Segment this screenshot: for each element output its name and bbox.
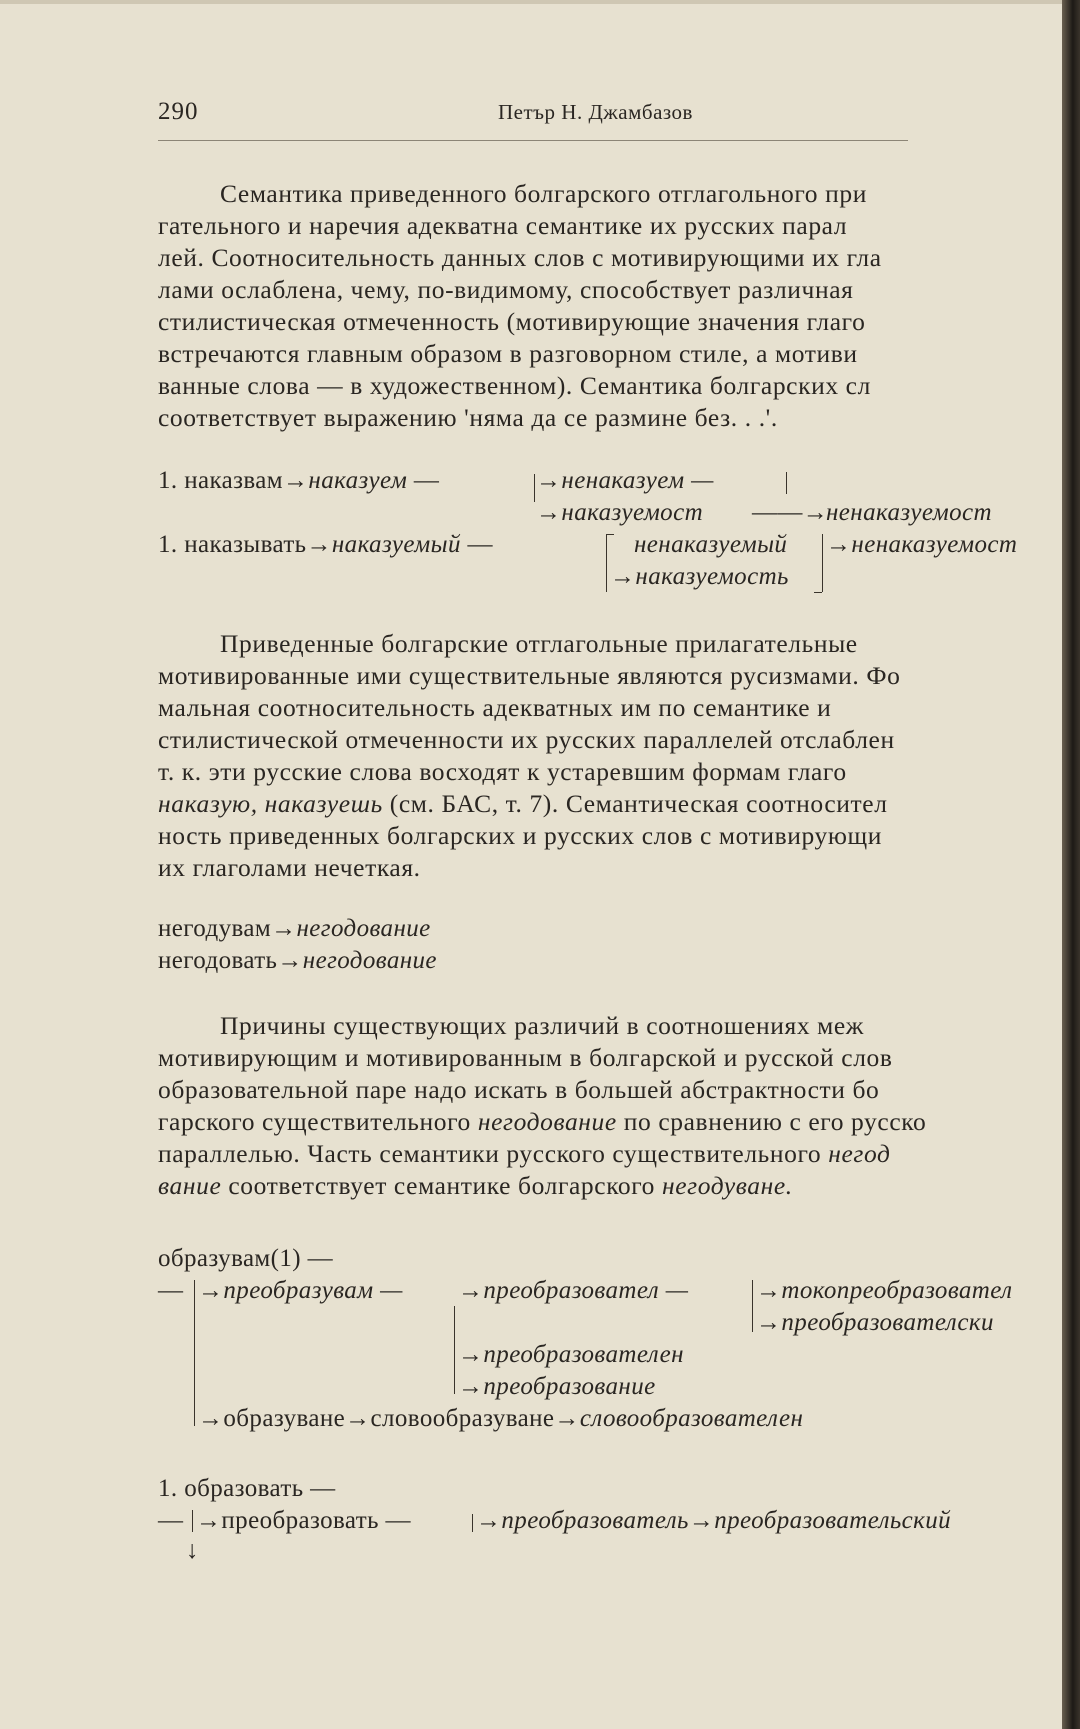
scheme-text: — (467, 531, 493, 558)
paragraph-2 (158, 628, 1080, 884)
paragraph-line: лей. Соотносительность данных слов с мотивирующими их гла (158, 243, 882, 272)
derivation-scheme-negoduvam (158, 914, 1080, 978)
bracket-line (534, 474, 535, 502)
scheme-text: ненаказуемост (826, 499, 992, 526)
inline-text: (см. БАС, т. 7). Семантическая соотносител (382, 789, 888, 818)
paragraph-line: мотивирующим и мотивированным в болгарской и русской слов (158, 1043, 893, 1072)
inline-text: гарского существительного (158, 1107, 478, 1136)
inline-italic: вание (158, 1171, 222, 1200)
top-border (0, 0, 1062, 4)
bracket-line (822, 534, 823, 592)
bracket-line (606, 534, 607, 592)
paragraph-1 (158, 178, 1080, 434)
scheme-text: →токопреобразовател (756, 1277, 1013, 1304)
scheme-row (158, 914, 431, 944)
bracket-line (752, 1280, 753, 1332)
paragraph-line: лами ослаблена, чему, по-видимому, способствует различная (158, 275, 854, 304)
inline-italic: негодуване. (661, 1171, 793, 1200)
paragraph-line: Причины существующих различий в соотношениях меж (220, 1011, 865, 1040)
scheme-text: — (413, 467, 440, 494)
derivation-scheme-nakazvam (158, 466, 1080, 606)
page-number: 290 (158, 98, 199, 125)
scheme-text: →преобразувам — (198, 1277, 403, 1304)
paragraph-line: гательного и наречия адекватна семантике их русских парал (158, 211, 848, 240)
derivation-scheme-obrazuvam (158, 1244, 1080, 1444)
paragraph-line: стилистическая отмеченность (мотивирующие значения глаго (158, 307, 866, 336)
running-head (158, 98, 1058, 138)
scheme-text: ——→ (752, 499, 829, 526)
inline-italic: негод (828, 1139, 891, 1168)
scheme-text: негодовать→ (158, 947, 303, 974)
inline-text: параллелью. Часть семантики русского существительного (158, 1139, 829, 1168)
down-arrow: ↓ (186, 1537, 199, 1564)
inline-text: по сравнению с его русско (616, 1107, 927, 1136)
paragraph-3 (158, 1010, 1080, 1202)
scheme-text: — (158, 1507, 184, 1534)
bracket-line (472, 1514, 473, 1532)
paragraph-line: стилистической отмеченности их русских параллелей отслаблен (158, 725, 895, 754)
scheme-row (158, 466, 439, 496)
paragraph-line: т. к. эти русские слова восходят к устаревшим формам глаго (158, 757, 847, 786)
paragraph-line: встречаются главным образом в разговорном стиле, а мотиви (158, 339, 858, 368)
paragraph-line: ность приведенных болгарских и русских слов с мотивирующи (158, 821, 882, 850)
bracket-line (194, 1280, 195, 1426)
scheme-text: →преобразовател — (458, 1277, 689, 1304)
paragraph-line: Приведенные болгарские отглагольные прилагательные (220, 629, 858, 658)
running-title: Петър Н. Джамбазов (498, 100, 693, 124)
scheme-text: негодование (296, 915, 431, 942)
scheme-text: наказуем (308, 467, 408, 494)
scheme-text: →наказуемост (536, 499, 704, 526)
scheme-text: 1. наказывать→ (158, 531, 332, 558)
header-rule (158, 140, 908, 141)
scheme-text: негодование (302, 947, 437, 974)
scheme-text: 1. образовать — (158, 1475, 336, 1502)
scheme-text: →наказуемость (610, 563, 789, 590)
scheme-text: — (158, 1277, 184, 1304)
paragraph-line: образовательной паре надо искать в большей абстрактности бо (158, 1075, 880, 1104)
paragraph-line (158, 788, 1080, 820)
paragraph-line: соответствует выражению 'няма да се размине без. . .'. (158, 403, 778, 432)
bracket-line (814, 592, 822, 593)
scheme-row (158, 530, 493, 560)
bracket-line (786, 472, 787, 494)
inline-text: соответствует семантике болгарского (221, 1171, 662, 1200)
bracket-line (606, 534, 614, 535)
scheme-text: негодувам→ (158, 915, 297, 942)
scheme-text: 1. наказвам→ (158, 467, 309, 494)
scheme-text: наказуемый (331, 531, 461, 558)
paragraph-line (158, 1170, 1080, 1202)
paragraph-line: их глаголами нечеткая. (158, 853, 421, 882)
scheme-text: →образуване→словообразуване→ (198, 1405, 580, 1432)
inline-italic: негодование (477, 1107, 617, 1136)
bracket-line (192, 1510, 193, 1532)
scheme-row (158, 946, 437, 976)
paragraph-line (158, 1138, 1080, 1170)
bracket-line (454, 1306, 455, 1394)
scheme-text: →ненаказуемост (826, 531, 1018, 558)
scheme-text: образувам(1) — (158, 1245, 334, 1272)
scheme-text: →преобразователь→преобразовательский (476, 1507, 952, 1534)
scheme-text: →преобразование (458, 1373, 656, 1400)
scheme-text: ненаказуемый (634, 531, 788, 558)
scheme-text: →преобразовать — (196, 1507, 411, 1534)
scheme-row (198, 1404, 803, 1434)
paragraph-line: мотивированные ими существительные являются русизмами. Фо (158, 661, 901, 690)
scheme-text: словообразователен (579, 1405, 804, 1432)
scheme-text: →ненаказуем — (536, 467, 714, 494)
paragraph-line: мальная соотносительность адекватных им по семантике и (158, 693, 832, 722)
derivation-scheme-obrazovat (158, 1474, 1080, 1584)
inline-italic: наказую, наказуешь (158, 789, 383, 818)
scheme-text: →преобразователски (756, 1309, 994, 1336)
paragraph-line (158, 1106, 1080, 1138)
paragraph-line: ванные слова — в художественном). Семантика болгарских сл (158, 371, 871, 400)
scheme-text: →преобразователен (458, 1341, 684, 1368)
paragraph-line: Семантика приведенного болгарского отглагольного при (220, 179, 867, 208)
